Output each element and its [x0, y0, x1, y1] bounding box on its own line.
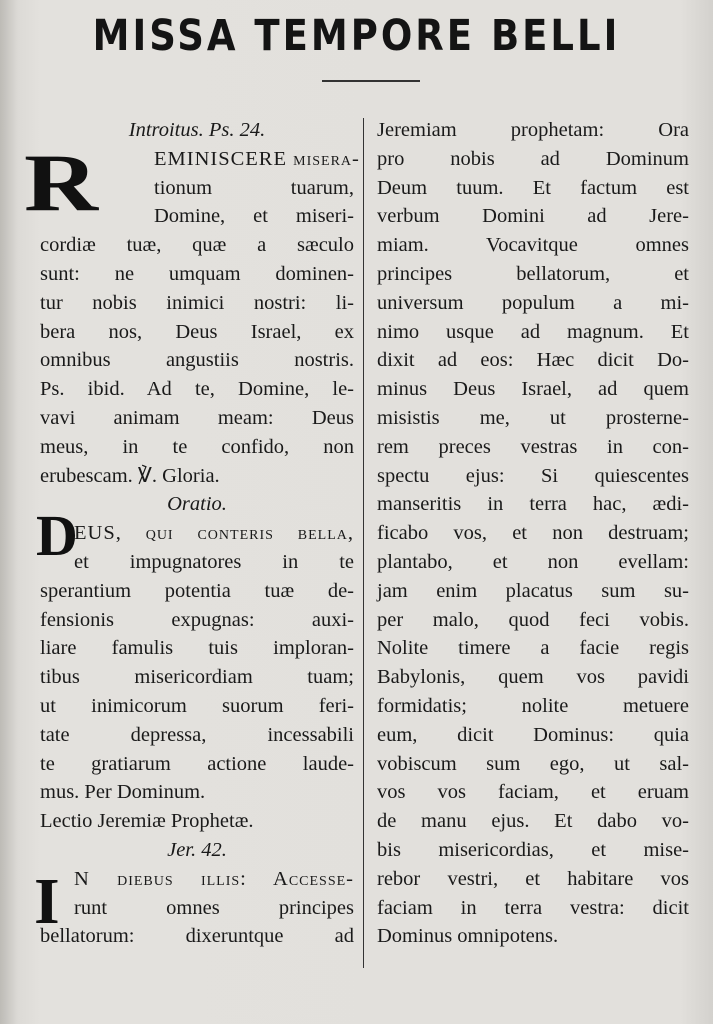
text-line: bera nos, Deus Israel, ex	[40, 320, 354, 343]
oratio-heading: Oratio.	[167, 493, 227, 516]
text-line: rem preces vestras in con-	[377, 435, 689, 458]
text-line: Babylonis, quem vos pavidi	[377, 666, 689, 689]
text-line: Deum tuum. Et factum est	[377, 176, 689, 199]
text-line: vobiscum sum ego, ut sal-	[377, 752, 689, 775]
text-line: verbum Domini ad Jere-	[377, 205, 689, 228]
text-line: eum, dicit Dominus: quia	[377, 723, 689, 746]
text-line: vavi animam meam: Deus	[40, 406, 354, 429]
text-line: dixit ad eos: Hæc dicit Do-	[377, 349, 689, 372]
text-line: universum populum a mi-	[377, 291, 689, 314]
page-title: MISSA TEMPORE BELLI	[92, 10, 621, 61]
lectio-heading: Lectio Jeremiæ Prophetæ.	[40, 810, 254, 833]
text-line: fensionis expugnas: auxi-	[40, 608, 354, 631]
text-line: erubescam. ℣. Gloria.	[40, 464, 220, 487]
text-line: misistis me, ut prosterne-	[377, 406, 689, 429]
text-line: EUS, qui conteris bella,	[74, 522, 354, 545]
text-line: Nolite timere a facie regis	[377, 637, 689, 660]
introitus-heading: Introitus. Ps. 24.	[128, 119, 266, 141]
text-line: sperantium potentia tuæ de-	[40, 579, 354, 602]
text-line: faciam in terra vestra: dicit	[377, 896, 689, 919]
text-line: bis misericordias, et mise-	[377, 838, 689, 861]
text-line: tibus misericordiam tuam;	[40, 666, 354, 689]
lectio-subheading: Jer. 42.	[167, 838, 227, 861]
title-rule	[322, 80, 420, 82]
text-line: nimo usque ad magnum. Et	[377, 320, 689, 343]
text-line: spectu ejus: Si quiescentes	[377, 464, 689, 487]
text-line: jam enim placatus sum su-	[377, 579, 689, 602]
text-line: mus. Per Dominum.	[40, 781, 206, 804]
text-line: per malo, quod feci vobis.	[377, 608, 689, 631]
dropcap-d: D	[36, 503, 78, 568]
text-line: Jeremiam prophetam: Ora	[377, 119, 689, 141]
text-line: cordiæ tuæ, quæ a sæculo	[40, 234, 354, 257]
text-line: et impugnatores in te	[74, 550, 354, 573]
text-line: vos vos faciam, et eruam	[377, 781, 689, 804]
text-line: sunt: ne umquam dominen-	[40, 262, 354, 285]
text-line: omnibus angustiis nostris.	[40, 349, 354, 372]
text-line: Domine, et miseri-	[154, 205, 354, 228]
text-line: Dominus omnipotens.	[377, 925, 559, 948]
right-column	[377, 116, 689, 951]
text-line: de manu ejus. Et dabo vo-	[377, 810, 689, 833]
text-line: tur nobis inimici nostri: li-	[40, 291, 354, 314]
text-line: manseritis in terra hac, ædi-	[377, 493, 689, 516]
text-line: ut inimicorum suorum feri-	[40, 694, 354, 717]
text-line: liare famulis tuis imploran-	[40, 637, 354, 660]
dropcap-i: I	[34, 865, 60, 938]
text-line: Ps. ibid. Ad te, Domine, le-	[40, 378, 354, 401]
text-line: te gratiarum actione laude-	[40, 752, 354, 775]
text-line: miam. Vocavitque omnes	[377, 234, 689, 257]
left-column	[40, 116, 360, 951]
text-line: rebor vestri, et habitare vos	[377, 867, 689, 890]
text-line: principes bellatorum, et	[377, 262, 689, 285]
text-line: plantabo, et non evellam:	[377, 550, 689, 573]
text-line: minus Deus Israel, ad quem	[377, 378, 689, 401]
text-line: formidatis; nolite metuere	[377, 694, 689, 717]
text-line: runt omnes principes	[74, 896, 354, 919]
column-divider	[363, 118, 364, 968]
text-line: bellatorum: dixeruntque ad	[40, 925, 354, 948]
text-line: ficabo vos, et non destruam;	[377, 522, 689, 545]
text-line: pro nobis ad Dominum	[377, 147, 689, 170]
text-line: N diebus illis: Accesse-	[74, 867, 354, 890]
text-line: EMINISCERE misera-	[154, 147, 360, 170]
dropcap-r: R	[24, 137, 99, 228]
text-line: tate depressa, incessabili	[40, 723, 354, 746]
text-line: tionum tuarum,	[154, 176, 354, 199]
text-line: meus, in te confido, non	[40, 435, 354, 458]
